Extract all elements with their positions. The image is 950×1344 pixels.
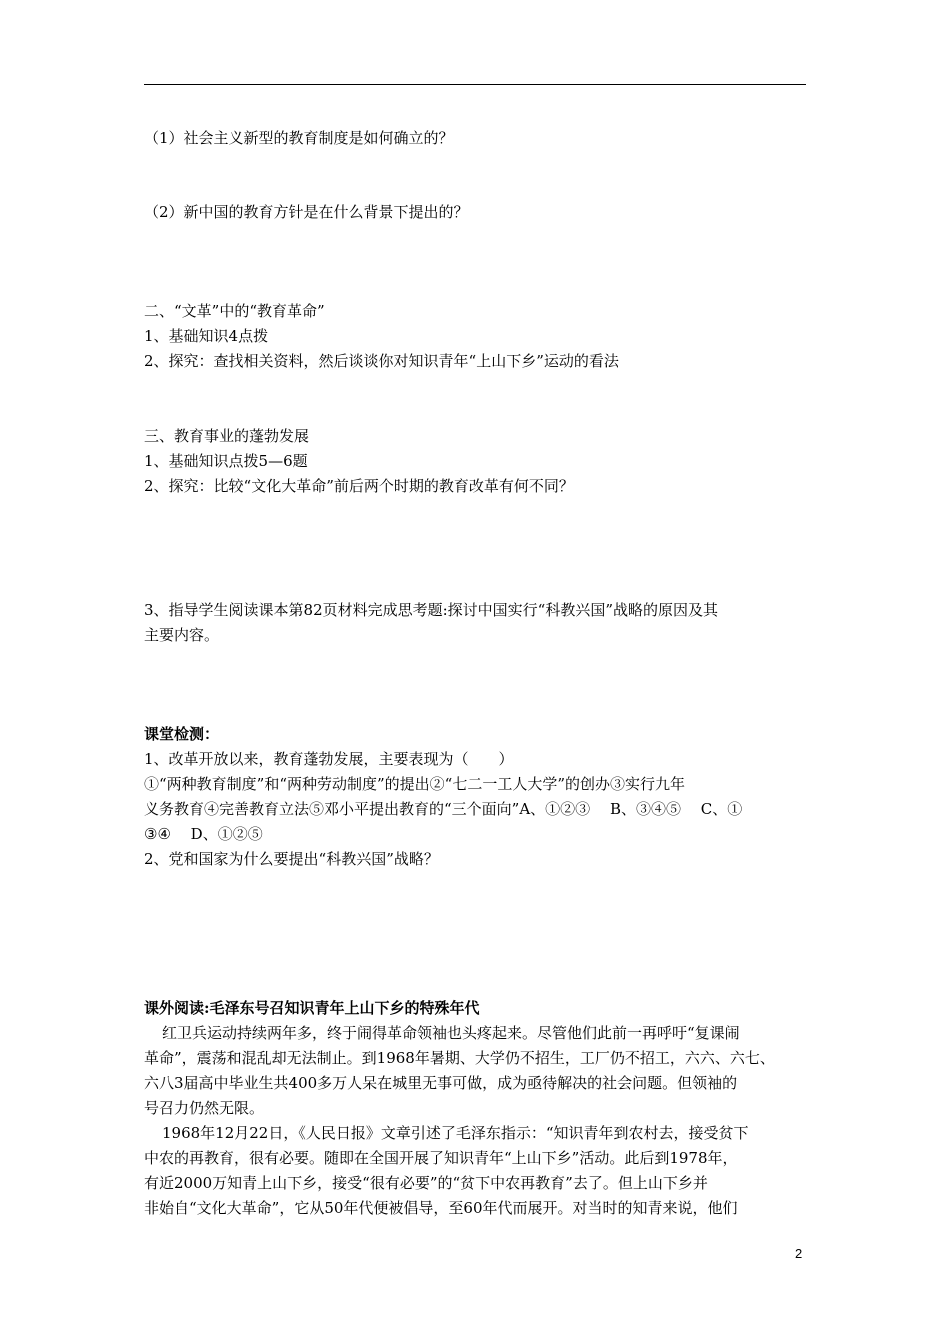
question-2: （2）新中国的教育方针是在什么背景下提出的？ xyxy=(144,203,469,221)
page-number: 2 xyxy=(795,1246,803,1261)
header-rule xyxy=(144,84,806,85)
reading-p1-line-3: 六八3届高中毕业生共400多万人呆在城里无事可做，成为亟待解决的社会问题。但领袖的 xyxy=(144,1074,738,1092)
section-2-item-2: 2、探究：查找相关资料，然后谈谈你对知识青年“上山下乡”运动的看法 xyxy=(144,352,619,370)
quiz-title: 课堂检测： xyxy=(144,725,220,743)
reading-title: 课外阅读:毛泽东号召知识青年上山下乡的特殊年代 xyxy=(144,999,480,1017)
quiz-question-1: 1、改革开放以来，教育蓬勃发展，主要表现为（ ） xyxy=(144,750,514,768)
reading-p2-line-2: 中农的再教育，很有必要。随即在全国开展了知识青年“上山下乡”活动。此后到1978年， xyxy=(144,1149,738,1167)
reading-p2-line-3: 有近2000万知青上山下乡，接受“很有必要”的“贫下中农再教育”去了。但上山下乡并 xyxy=(144,1174,708,1192)
section-3-title: 三、教育事业的蓬勃发展 xyxy=(144,427,310,445)
quiz-options-line-3: ③④ D、①②⑤ xyxy=(144,825,263,843)
question-1: （1）社会主义新型的教育制度是如何确立的？ xyxy=(144,129,454,147)
section-3-item-3-line-1: 3、指导学生阅读课本第82页材料完成思考题:探讨中国实行“科教兴国”战略的原因及其 xyxy=(144,601,719,619)
quiz-question-2: 2、党和国家为什么要提出“科教兴国”战略？ xyxy=(144,850,439,868)
reading-p2-line-4: 非始自“文化大革命”，它从50年代便被倡导，至60年代而展开。对当时的知青来说，他们 xyxy=(144,1199,738,1217)
reading-p1-line-1: 红卫兵运动持续两年多，终于闹得革命领袖也头疼起来。尽管他们此前一再呼吁“复课闹 xyxy=(162,1024,740,1042)
quiz-options-line-2: 义务教育④完善教育立法⑤邓小平提出教育的“三个面向”A、①②③ B、③④⑤ C、① xyxy=(144,800,743,818)
section-3-item-2: 2、探究：比较“文化大革命”前后两个时期的教育改革有何不同？ xyxy=(144,477,574,495)
section-2-item-1: 1、基础知识4点拨 xyxy=(144,327,269,345)
section-3-item-1: 1、基础知识点拨5—6题 xyxy=(144,452,308,470)
section-2-title: 二、“文革”中的“教育革命” xyxy=(144,302,325,320)
quiz-options-line-1: ①“两种教育制度”和“两种劳动制度”的提出②“七二一工人大学”的创办③实行九年 xyxy=(144,775,686,793)
section-3-item-3-line-2: 主要内容。 xyxy=(144,626,220,644)
reading-p1-line-2: 革命”，震荡和混乱却无法制止。到1968年暑期、大学仍不招生，工厂仍不招工，六六、六七、 xyxy=(144,1049,775,1067)
reading-p1-line-4: 号召力仍然无限。 xyxy=(144,1099,265,1117)
reading-p2-line-1: 1968年12月22日，《人民日报》文章引述了毛泽东指示：“知识青年到农村去，接受贫下 xyxy=(162,1124,749,1142)
